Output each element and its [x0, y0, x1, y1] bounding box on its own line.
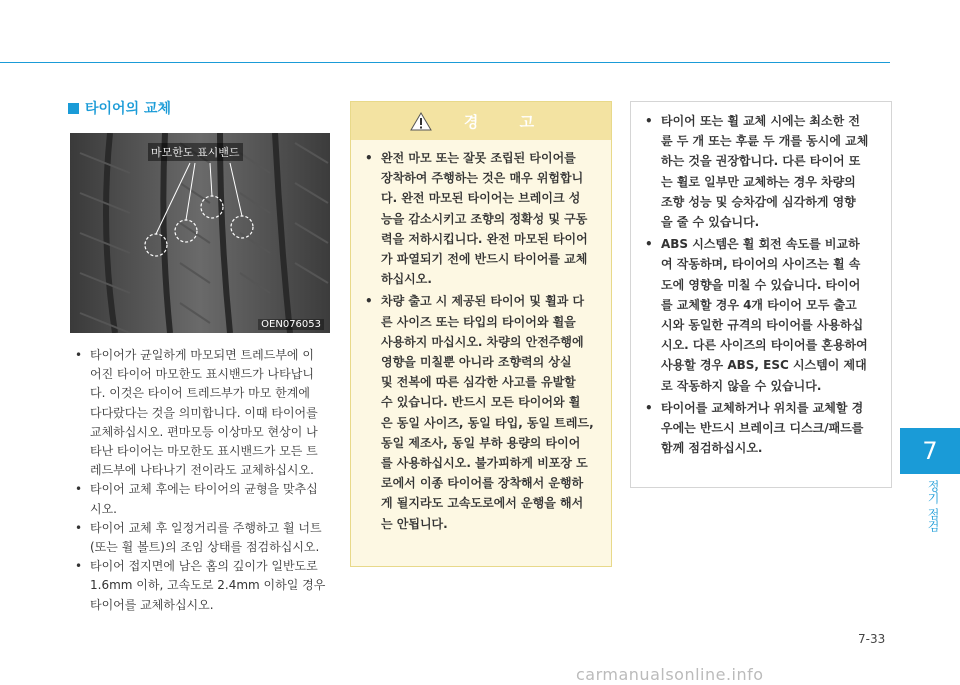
list-item: [72, 480, 340, 518]
list-item: [72, 519, 340, 557]
list-item: [643, 111, 881, 232]
line: 는 휠로 일부만 교체하는 경우 차량의: [661, 174, 856, 189]
line: 교체하십시오. 편마모등 이상마모 현상이 나: [90, 424, 318, 439]
line: 시오. 다른 사이즈의 타이어를 혼용하여: [661, 338, 868, 353]
line: 우에는 반드시 브레이크 디스크/패드를: [661, 421, 864, 436]
line: 가 파열되기 전에 반드시 타이어를 교체: [381, 252, 588, 267]
line: 타이어 교체 후에는 타이어의 균형을 맞추십: [90, 482, 318, 497]
bullet-icon: •: [645, 237, 653, 252]
line: 는 안됩니다.: [381, 516, 448, 531]
line: 시오.: [90, 501, 117, 516]
line: 른 사이즈 또는 타입의 타이어와 휠을: [381, 314, 576, 329]
watermark: carmanualsonline.info: [576, 665, 764, 684]
line: 동일 제조사, 동일 부하 용량의 타이어: [381, 435, 581, 450]
chapter-tab: [900, 428, 960, 474]
info-list: [631, 102, 891, 458]
warning-list: [351, 140, 611, 534]
line: 타이어 접지면에 남은 홈의 깊이가 일반도로: [90, 559, 318, 574]
top-rule: [0, 62, 890, 63]
bullet-icon: •: [645, 114, 653, 128]
bullet-icon: •: [75, 348, 83, 362]
bullet-icon: •: [75, 520, 83, 535]
line: 여 작동하며, 타이어의 사이즈는 휠 속: [661, 257, 861, 272]
line: 다. 완전 마모된 타이어는 브레이크 성: [381, 191, 581, 206]
line: 타난 타이어는 마모한도 표시밴드가 모든 트: [90, 444, 318, 459]
line: 완전 마모 또는 잘못 조립된 타이어를: [381, 151, 576, 165]
section-title-text: 타이어의 교체: [85, 101, 172, 117]
line: 1.6mm 이하, 고속도로 2.4mm 이하일 경우: [90, 578, 326, 593]
tire-tread-image: [70, 133, 330, 333]
bullet-icon: •: [75, 559, 83, 574]
line: 도에 영향을 미칠 수 있습니다. 타이어: [661, 277, 861, 292]
info-box: [630, 101, 892, 488]
line: 게 될지라도 고속도로에서 운행을 해서: [381, 496, 584, 511]
chapter-number: 7: [922, 437, 938, 465]
line: 력을 저하시킵니다. 완전 마모된 타이어: [381, 231, 588, 246]
line: 를 사용하십시오. 불가피하게 비포장 도: [381, 456, 588, 471]
bullet-icon: •: [365, 294, 373, 309]
line: 및 전복에 따른 심각한 사고를 유발할: [381, 375, 576, 390]
list-item: [72, 557, 340, 615]
list-item: [643, 234, 881, 396]
line: 다. 이것은 타이어 트레드부가 마모 한계에: [90, 386, 310, 401]
bullet-icon: •: [645, 400, 653, 415]
list-item: [72, 346, 340, 480]
line: 하는 것을 권장합니다. 다른 타이어 또: [661, 154, 861, 169]
list-item: [363, 291, 601, 533]
line: 어진 타이어 마모한도 표시밴드가 나타납니: [90, 367, 314, 382]
line: 을 줄 수 있습니다.: [661, 215, 760, 230]
bullet-icon: •: [75, 482, 83, 497]
line: 륜 두 개 또는 후륜 두 개를 동시에 교체: [661, 134, 869, 149]
line: 함께 점검하십시오.: [661, 441, 763, 456]
list-item: [363, 148, 601, 289]
line: 차량 출고 시 제공된 타이어 및 휠과 다: [381, 294, 585, 309]
warning-header: [351, 102, 611, 140]
line: 레드부에 나타나기 전이라도 교체하십시오.: [90, 463, 314, 478]
line: 타이어 교체 후 일정거리를 주행하고 휠 너트: [90, 520, 322, 535]
line: 수 있습니다. 반드시 모든 타이어와 휠: [381, 395, 581, 410]
line: 로에서 이종 타이어를 장착해서 운행하: [381, 476, 584, 491]
wear-indicator-label: 마모한도 표시밴드: [148, 143, 243, 161]
warning-title: 경 고: [463, 112, 553, 131]
line: 장착하여 주행하는 것은 매우 위험합니: [381, 171, 584, 186]
line: ABS 시스템은 휠 회전 속도를 비교하: [661, 237, 860, 252]
line: (또는 휠 볼트)의 조임 상태를 점검하십시오.: [90, 540, 320, 555]
warning-box: [350, 101, 612, 567]
chapter-label: 정기 점검: [926, 480, 940, 532]
line: 시와 동일한 규격의 타이어를 사용하십: [661, 318, 864, 333]
list-item: [643, 398, 881, 459]
line: 다다랐다는 것을 의미합니다. 이때 타이어를: [90, 405, 318, 420]
line: 은 동일 사이즈, 동일 타입, 동일 트레드,: [381, 415, 594, 430]
tire-tread-photo: [70, 133, 330, 333]
line: 를 교체할 경우 4개 타이어 모두 출고: [661, 297, 857, 312]
line: 조향 성능 및 승차감에 심각하게 영향: [661, 194, 856, 209]
line: 영향을 미칠뿐 아니라 조향력의 상실: [381, 355, 572, 370]
page-number: 7-33: [858, 632, 886, 646]
line: 능을 감소시키고 조향의 정확성 및 구동: [381, 211, 588, 226]
line: 타이어 또는 휠 교체 시에는 최소한 전: [661, 114, 860, 128]
line: 하십시오.: [381, 272, 432, 287]
line: 사용할 경우 ABS, ESC 시스템이 제대: [661, 358, 867, 373]
square-bullet-icon: [68, 103, 79, 114]
line: 타이어가 균일하게 마모되면 트레드부에 이: [90, 348, 314, 362]
line: 로 작동하지 않을 수 있습니다.: [661, 378, 822, 393]
tire-replacement-list: [72, 346, 340, 615]
line: 사용하지 마십시오. 차량의 안전주행에: [381, 334, 584, 349]
line: 타이어를 교체하십시오.: [90, 597, 214, 612]
warning-triangle-icon: [410, 112, 432, 131]
section-title: [68, 98, 171, 118]
image-code: OEN076053: [258, 319, 324, 330]
line: 타이어를 교체하거나 위치를 교체할 경: [661, 400, 864, 415]
bullet-icon: •: [365, 151, 373, 165]
